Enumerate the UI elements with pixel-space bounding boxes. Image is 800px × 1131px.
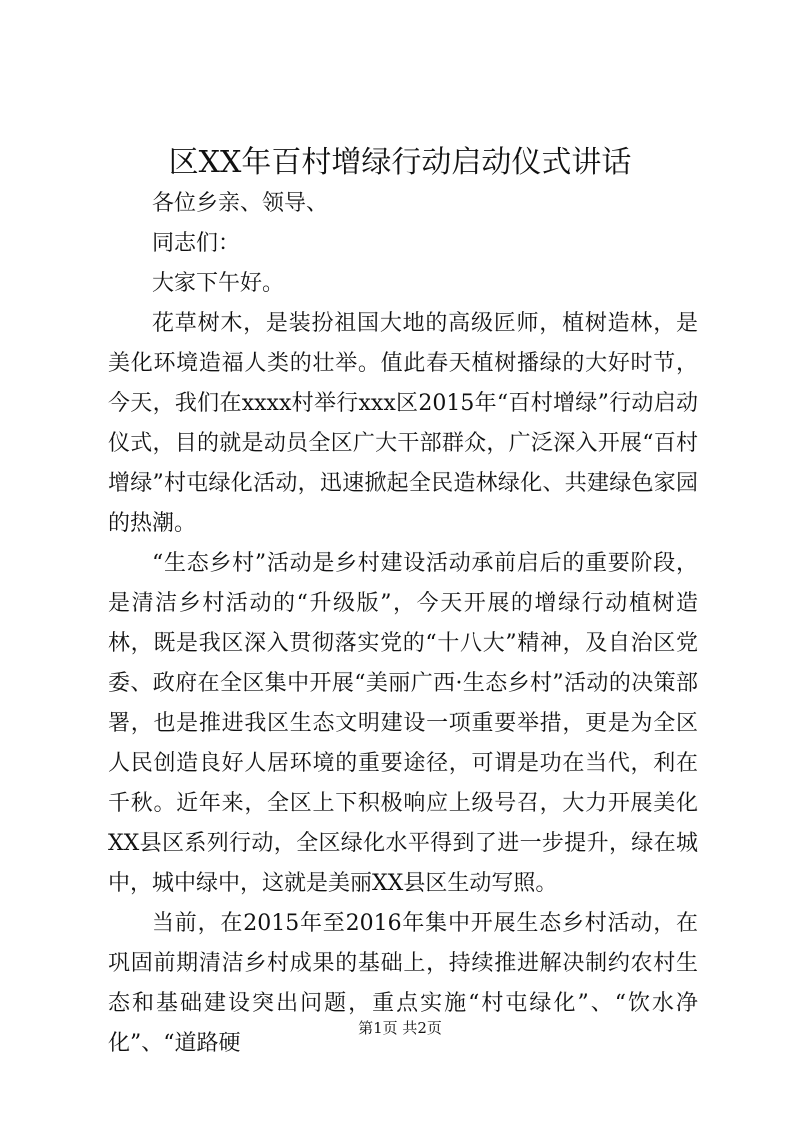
document-body: [108, 184, 698, 1064]
document-title: 区XX年百村增绿行动启动仪式讲话: [168, 145, 632, 180]
page-number-footer: 第1页 共2页: [358, 1019, 442, 1037]
greeting-line: 大家下午好。: [152, 271, 285, 296]
body-paragraph: 花草树木，是装扮祖国大地的高级匠师，植树造林，是美化环境造福人类的壮举。值此春天植树播绿的大好时节，今天，我们在xxxx村举行xxx区2015年“百村增绿”行动启动仪式，目的就是动员全区广大干部群众，广泛深入开展“百村增绿”村屯绿化活动，迅速掀起全民造林绿化、共建绿色家园的热潮。: [108, 311, 698, 536]
body-paragraph: 当前，在2015年至2016年集中开展生态乡村活动，在巩固前期清洁乡村成果的基础上，持续推进解决制约农村生态和基础建设突出问题，重点实施“村屯绿化”、“饮水净化”、“道路硬: [108, 911, 698, 1056]
salutation-line: 各位乡亲、领导、: [152, 191, 329, 216]
body-paragraph: “生态乡村”活动是乡村建设活动承前启后的重要阶段，是清洁乡村活动的“升级版”，今天开展的增绿行动植树造林，既是我区深入贯彻落实党的“十八大”精神，及自治区党委、政府在全区集中开展“美丽广西·生态乡村”活动的决策部署，也是推进我区生态文明建设一项重要举措，更是为全区人民创造良好人居环境的重要途径，可谓是功在当代，利在千秋。近年来，全区上下积极响应上级号召，大力开展美化XX县区系列行动，全区绿化水平得到了进一步提升，绿在城中，城中绿中，这就是美丽XX县区生动写照。: [108, 551, 698, 896]
salutation-line: 同志们：: [152, 231, 241, 256]
